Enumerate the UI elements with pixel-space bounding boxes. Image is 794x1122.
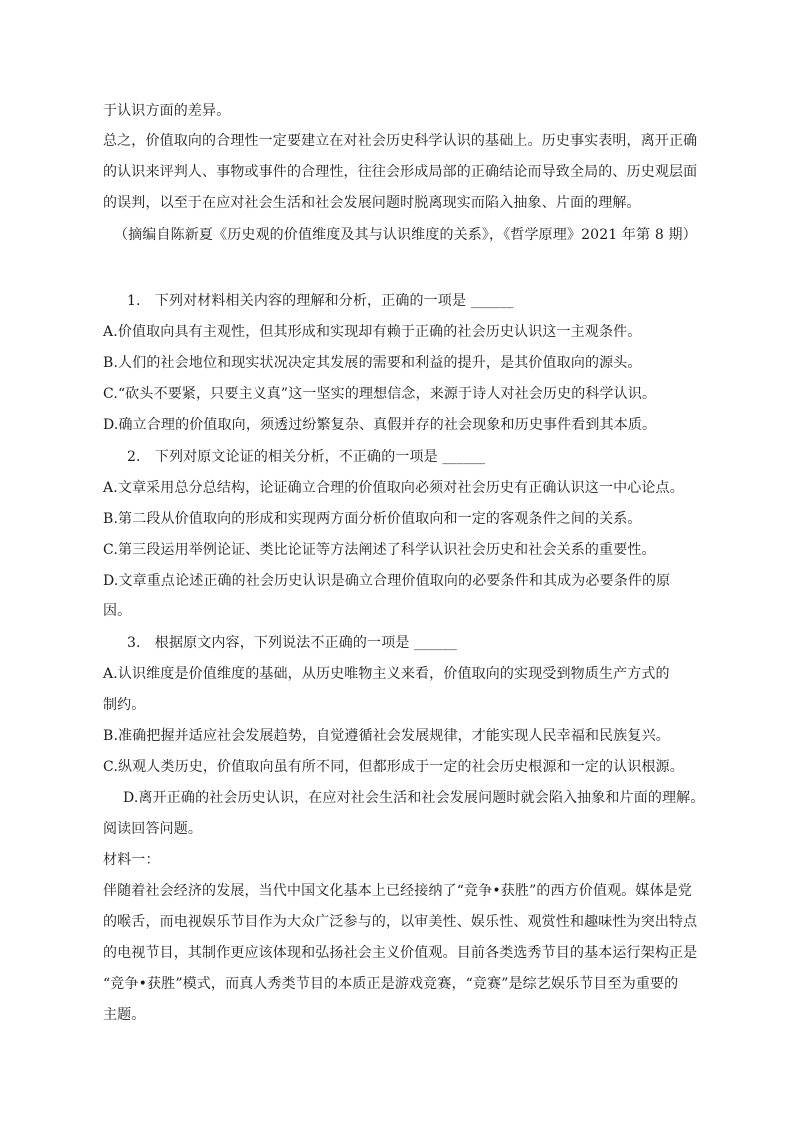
question-3-option-c: C.纵观人类历史，价值取向虽有所不同，但都形成于一定的社会历史根源和一定的认识根源。 [103, 759, 684, 775]
question-2-option-c: C.第三段运用举例论证、类比论证等方法阐述了科学认识社会历史和社会关系的重要性。 [103, 542, 656, 558]
question-1-stem: 1. 下列对材料相关内容的理解和分析，正确的一项是 ______ [127, 293, 514, 309]
question-2-option-a: A.文章采用总分总结构，论证确立合理的价值取向必须对社会历史有正确认识这一中心论点。 [103, 480, 684, 496]
material-line: “竞争•获胜”模式，而真人秀类节目的本质正是游戏竞赛，“竞赛”是综艺娱乐节目至为重要的 [103, 976, 679, 992]
question-1-option-d: D.确立合理的价值取向，须透过纷繁复杂、真假并存的社会现象和历史事件看到其本质。 [103, 417, 657, 433]
question-2-option-b: B.第二段从价值取向的形成和实现两方面分析价值取向和一定的客观条件之间的关系。 [103, 511, 642, 527]
passage-line: 的误判，以至于在应对社会生活和社会发展问题时脱离现实而陷入抽象、片面的理解。 [103, 195, 641, 211]
question-1-option-c: C.“砍头不要紧，只要主义真”这一坚实的理想信念，来源于诗人对社会历史的科学认识。 [103, 386, 657, 402]
question-1-option-b: B.人们的社会地位和现实状况决定其发展的需要和利益的提升，是其价值取向的源头。 [103, 355, 642, 371]
citation: （摘编自陈新夏《历史观的价值维度及其与认识维度的关系》，《哲学原理》2021 年第 8 期） [114, 227, 697, 243]
material-line: 伴随着社会经济的发展，当代中国文化基本上已经接纳了“竞争•获胜”的西方价值观。媒体是党 [103, 883, 693, 899]
question-3-option-a-cont: 制约。 [103, 697, 146, 713]
passage-line: 的认识来评判人、事物或事件的合理性，往往会形成局部的正确结论而导致全局的、历史观层面 [103, 164, 698, 180]
question-3-option-b: B.准确把握并适应社会发展趋势，自觉遵循社会发展规律，才能实现人民幸福和民族复兴。 [103, 728, 670, 744]
passage-line: 于认识方面的差异。 [103, 103, 231, 119]
question-2-option-d: D.文章重点论述正确的社会历史认识是确立合理价值取向的必要条件和其成为必要条件的原 [103, 573, 671, 589]
question-2-stem: 2. 下列对原文论证的相关分析，不正确的一项是 ______ [127, 449, 486, 465]
instruction: 阅读回答问题。 [103, 821, 203, 837]
question-3-stem: 3. 根据原文内容，下列说法不正确的一项是 ______ [127, 635, 458, 651]
question-2-option-d-cont: 因。 [103, 603, 132, 619]
material-line: 的电视节目，其制作更应该体现和弘扬社会主义价值观。目前各类选秀节目的基本运行架构正是 [103, 945, 698, 961]
material-line: 主题。 [103, 1007, 146, 1023]
question-3-option-d: D.离开正确的社会历史认识，在应对社会生活和社会发展问题时就会陷入抽象和片面的理解。 [123, 790, 705, 806]
material-line: 的喉舌，而电视娱乐节目作为大众广泛参与的，以审美性、娱乐性、观赏性和趣味性为突出特点 [103, 914, 698, 930]
passage-line: 总之，价值取向的合理性一定要建立在对社会历史科学认识的基础上。历史事实表明，离开正确 [103, 133, 698, 149]
question-1-option-a: A.价值取向具有主观性，但其形成和实现却有赖于正确的社会历史认识这一主观条件。 [103, 324, 642, 340]
material-heading: 材料一： [103, 852, 160, 868]
question-3-option-a: A.认识维度是价值维度的基础，从历史唯物主义来看，价值取向的实现受到物质生产方式的 [103, 666, 670, 682]
